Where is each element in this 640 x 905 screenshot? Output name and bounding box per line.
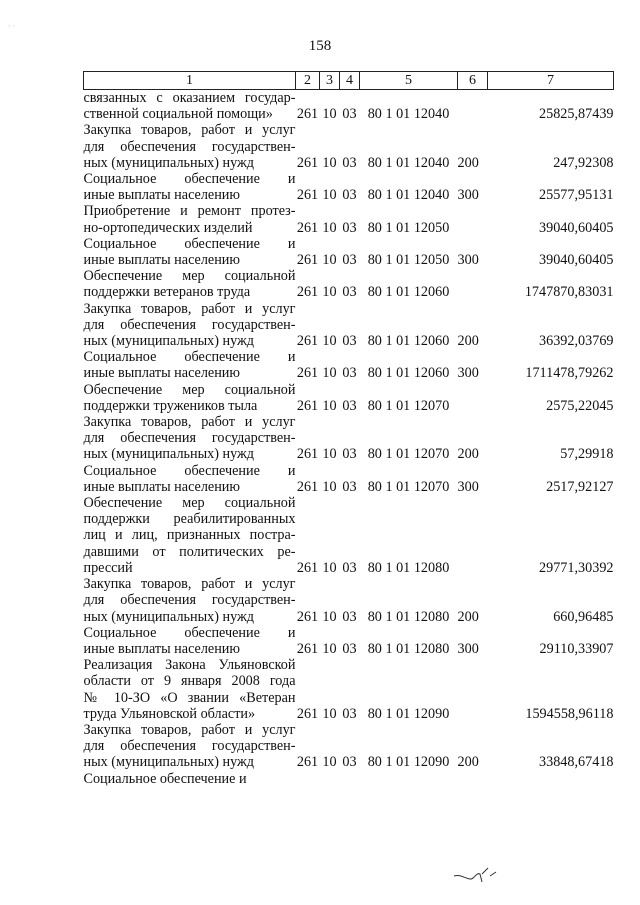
cell-c7: 247,92308	[553, 154, 614, 171]
cell-c3: 10	[322, 284, 337, 301]
row-name	[84, 463, 296, 495]
cell-c4: 03	[342, 154, 357, 171]
row-name-line: Социальное обеспечение и	[83, 462, 296, 479]
cell-c5: 80 1 01 12040	[367, 106, 450, 123]
cell-c7: 29110,33907	[539, 640, 614, 657]
cell-c2: 261	[296, 333, 319, 350]
row-name-line: ных (муниципальных) нужд	[83, 754, 255, 771]
cell-c5: 80 1 01 12090	[367, 705, 450, 722]
table-row	[84, 349, 614, 381]
cell-c2: 261	[296, 284, 319, 301]
cell-c2: 261	[296, 219, 319, 236]
row-name	[84, 657, 296, 722]
row-name	[84, 268, 296, 300]
row-name-line: поддержки реабилитированных	[83, 511, 296, 528]
cell-c5: 80 1 01 12090	[367, 754, 450, 771]
cell-c4: 03	[342, 397, 357, 414]
row-name	[84, 382, 296, 414]
row-name-line: области от 9 января 2008 года	[83, 673, 296, 690]
cell-c6	[458, 495, 488, 576]
row-name-line: Закупка товаров, работ и услуг	[83, 300, 296, 317]
table-row	[84, 171, 614, 203]
cell-c2: 261	[296, 478, 319, 495]
row-name	[84, 90, 296, 123]
cell-c5: 80 1 01 12060	[367, 333, 450, 350]
row-name	[84, 349, 296, 381]
cell-c4: 03	[342, 705, 357, 722]
cell-c5: 80 1 01 12070	[367, 446, 450, 463]
cell-c4: 03	[342, 106, 357, 123]
row-name-line: иные выплаты населению	[83, 187, 240, 204]
row-name-line: иные выплаты населению	[83, 478, 240, 495]
column-header: 2	[296, 72, 320, 90]
row-name-line: Приобретение и ремонт протез-	[83, 203, 296, 220]
cell-c7: 39040,60405	[539, 219, 614, 236]
table-row	[84, 722, 614, 771]
cell-c3: 10	[322, 365, 337, 382]
cell-c2	[296, 771, 320, 787]
cell-c3: 10	[322, 478, 337, 495]
cell-c4: 03	[342, 365, 357, 382]
cell-c5: 80 1 01 12080	[367, 640, 450, 657]
cell-c6: 300	[457, 252, 479, 269]
row-name-line: Обеспечение мер социальной	[83, 268, 296, 285]
table-row	[84, 771, 614, 787]
row-name-line: ных (муниципальных) нужд	[83, 608, 255, 625]
cell-c6: 200	[457, 154, 479, 171]
cell-c5: 80 1 01 12070	[367, 478, 450, 495]
row-name-line: Социальное обеспечение и	[83, 235, 296, 252]
cell-c7	[488, 771, 614, 787]
cell-c7: 25577,95131	[539, 187, 614, 204]
row-name-line: Реализация Закона Ульяновской	[83, 657, 296, 674]
page-number: 158	[308, 38, 332, 54]
cell-c6: 300	[457, 187, 479, 204]
row-name	[84, 203, 296, 235]
row-name-line: Социальное обеспечение и	[83, 349, 296, 366]
row-name-line: Закупка товаров, работ и услуг	[83, 576, 296, 593]
table-row	[84, 122, 614, 171]
cell-c3: 10	[322, 446, 337, 463]
cell-c3: 10	[322, 754, 337, 771]
row-name-line: Закупка товаров, работ и услуг	[83, 122, 296, 139]
cell-c7: 660,96485	[553, 608, 614, 625]
table-row	[84, 268, 614, 300]
cell-c6: 300	[457, 365, 479, 382]
row-name-line: иные выплаты населению	[83, 640, 240, 657]
table-row	[84, 625, 614, 657]
cell-c2: 261	[296, 187, 319, 204]
cell-c3: 10	[322, 705, 337, 722]
cell-c6	[458, 203, 488, 235]
table-row	[84, 203, 614, 235]
cell-c4: 03	[342, 333, 357, 350]
cell-c6	[458, 771, 488, 787]
cell-c2: 261	[296, 365, 319, 382]
cell-c7: 1594558,96118	[525, 705, 614, 722]
cell-c2: 261	[296, 705, 319, 722]
row-name-line: ных (муниципальных) нужд	[83, 446, 255, 463]
row-name	[84, 771, 296, 787]
table-row	[84, 495, 614, 576]
cell-c3	[320, 771, 340, 787]
row-name	[84, 576, 296, 625]
row-name	[84, 236, 296, 268]
cell-c6: 300	[457, 640, 479, 657]
cell-c4: 03	[342, 252, 357, 269]
cell-c5: 80 1 01 12050	[367, 252, 450, 269]
cell-c4: 03	[342, 219, 357, 236]
cell-c2: 261	[296, 106, 319, 123]
scan-artifact: · ·	[8, 22, 16, 31]
cell-c2: 261	[296, 608, 319, 625]
row-name-line: лиц и лиц, признанных постра-	[83, 527, 296, 544]
cell-c3: 10	[322, 397, 337, 414]
cell-c7: 2517,92127	[546, 478, 614, 495]
cell-c3: 10	[322, 219, 337, 236]
row-name-line: Социальное обеспечение и	[83, 171, 296, 188]
header-row	[84, 72, 614, 90]
cell-c6	[458, 657, 488, 722]
cell-c2: 261	[296, 446, 319, 463]
row-name-line: ных (муниципальных) нужд	[83, 154, 255, 171]
cell-c3: 10	[322, 106, 337, 123]
cell-c4: 03	[342, 559, 357, 576]
row-name-line: прессий	[83, 559, 133, 576]
cell-c7: 1747870,83031	[524, 284, 614, 301]
column-header: 1	[84, 72, 296, 90]
cell-c2: 261	[296, 252, 319, 269]
cell-c7: 57,29918	[560, 446, 614, 463]
cell-c3: 10	[322, 559, 337, 576]
column-header: 5	[360, 72, 458, 90]
cell-c5: 80 1 01 12080	[367, 559, 450, 576]
row-name	[84, 171, 296, 203]
cell-c6: 200	[457, 608, 479, 625]
row-name-line: ственной социальной помощи»	[83, 106, 273, 123]
signature-mark	[452, 862, 502, 886]
row-name-line: поддержки ветеранов труда	[83, 284, 251, 301]
row-name	[84, 301, 296, 350]
cell-c6: 200	[457, 333, 479, 350]
row-name-line: но-ортопедических изделий	[83, 219, 253, 236]
cell-c4: 03	[342, 284, 357, 301]
cell-c7: 1711478,79262	[525, 365, 614, 382]
cell-c2: 261	[296, 154, 319, 171]
cell-c3: 10	[322, 608, 337, 625]
cell-c5: 80 1 01 12070	[367, 397, 450, 414]
cell-c6	[458, 382, 488, 414]
row-name	[84, 625, 296, 657]
table-row	[84, 301, 614, 350]
row-name-line: связанных с оказанием государ-	[83, 90, 296, 106]
row-name-line: Закупка товаров, работ и услуг	[83, 721, 296, 738]
cell-c7: 29771,30392	[539, 559, 614, 576]
cell-c6: 200	[457, 446, 479, 463]
cell-c7: 2575,22045	[546, 397, 614, 414]
cell-c3: 10	[322, 640, 337, 657]
table-row	[84, 576, 614, 625]
cell-c5: 80 1 01 12060	[367, 284, 450, 301]
table-row	[84, 382, 614, 414]
row-name-line: труда Ульяновской области»	[83, 705, 256, 722]
cell-c7: 33848,67418	[539, 754, 614, 771]
cell-c5: 80 1 01 12050	[367, 219, 450, 236]
cell-c4: 03	[342, 640, 357, 657]
cell-c4: 03	[342, 478, 357, 495]
cell-c7: 36392,03769	[539, 333, 614, 350]
cell-c5: 80 1 01 12040	[367, 187, 450, 204]
cell-c3: 10	[322, 154, 337, 171]
cell-c2: 261	[296, 754, 319, 771]
table-row	[84, 657, 614, 722]
row-name-line: иные выплаты населению	[83, 365, 240, 382]
cell-c5: 80 1 01 12040	[367, 154, 450, 171]
cell-c7: 39040,60405	[539, 252, 614, 269]
row-name-line: № 10-ЗО «О звании «Ветеран	[83, 689, 296, 706]
row-name	[84, 722, 296, 771]
row-name-line: для обеспечения государствен-	[83, 138, 296, 155]
cell-c7: 25825,87439	[539, 106, 614, 123]
cell-c2: 261	[296, 559, 319, 576]
cell-c3: 10	[322, 252, 337, 269]
table-row	[84, 90, 614, 123]
cell-c2: 261	[296, 397, 319, 414]
column-header: 6	[458, 72, 488, 90]
row-name-line: ных (муниципальных) нужд	[83, 333, 255, 350]
row-name-line: для обеспечения государствен-	[83, 738, 296, 755]
column-header: 7	[488, 72, 614, 90]
cell-c4: 03	[342, 446, 357, 463]
cell-c6	[458, 268, 488, 300]
cell-c4: 03	[342, 608, 357, 625]
table-row	[84, 414, 614, 463]
row-name-line: иные выплаты населению	[83, 252, 240, 269]
cell-c2: 261	[296, 640, 319, 657]
row-name	[84, 495, 296, 576]
cell-c5	[360, 771, 458, 787]
cell-c6	[458, 90, 488, 123]
cell-c6: 200	[457, 754, 479, 771]
budget-table	[83, 71, 614, 787]
row-name	[84, 122, 296, 171]
column-header: 3	[320, 72, 340, 90]
cell-c5: 80 1 01 12060	[367, 365, 450, 382]
row-name-line: для обеспечения государствен-	[83, 592, 296, 609]
row-name-line: поддержки тружеников тыла	[83, 397, 258, 414]
cell-c5: 80 1 01 12080	[367, 608, 450, 625]
cell-c3: 10	[322, 333, 337, 350]
cell-c4	[340, 771, 360, 787]
row-name-line: Социальное обеспечение и	[83, 770, 247, 787]
cell-c6: 300	[457, 478, 479, 495]
table-row	[84, 236, 614, 268]
cell-c4: 03	[342, 187, 357, 204]
row-name-line: Закупка товаров, работ и услуг	[83, 414, 296, 431]
row-name-line: Обеспечение мер социальной	[83, 495, 296, 512]
row-name	[84, 414, 296, 463]
row-name-line: для обеспечения государствен-	[83, 316, 296, 333]
row-name-line: для обеспечения государствен-	[83, 430, 296, 447]
column-header: 4	[340, 72, 360, 90]
row-name-line: давшими от политических ре-	[83, 543, 296, 560]
cell-c3: 10	[322, 187, 337, 204]
row-name-line: Обеспечение мер социальной	[83, 381, 296, 398]
table-row	[84, 463, 614, 495]
row-name-line: Социальное обеспечение и	[83, 624, 296, 641]
cell-c4: 03	[342, 754, 357, 771]
